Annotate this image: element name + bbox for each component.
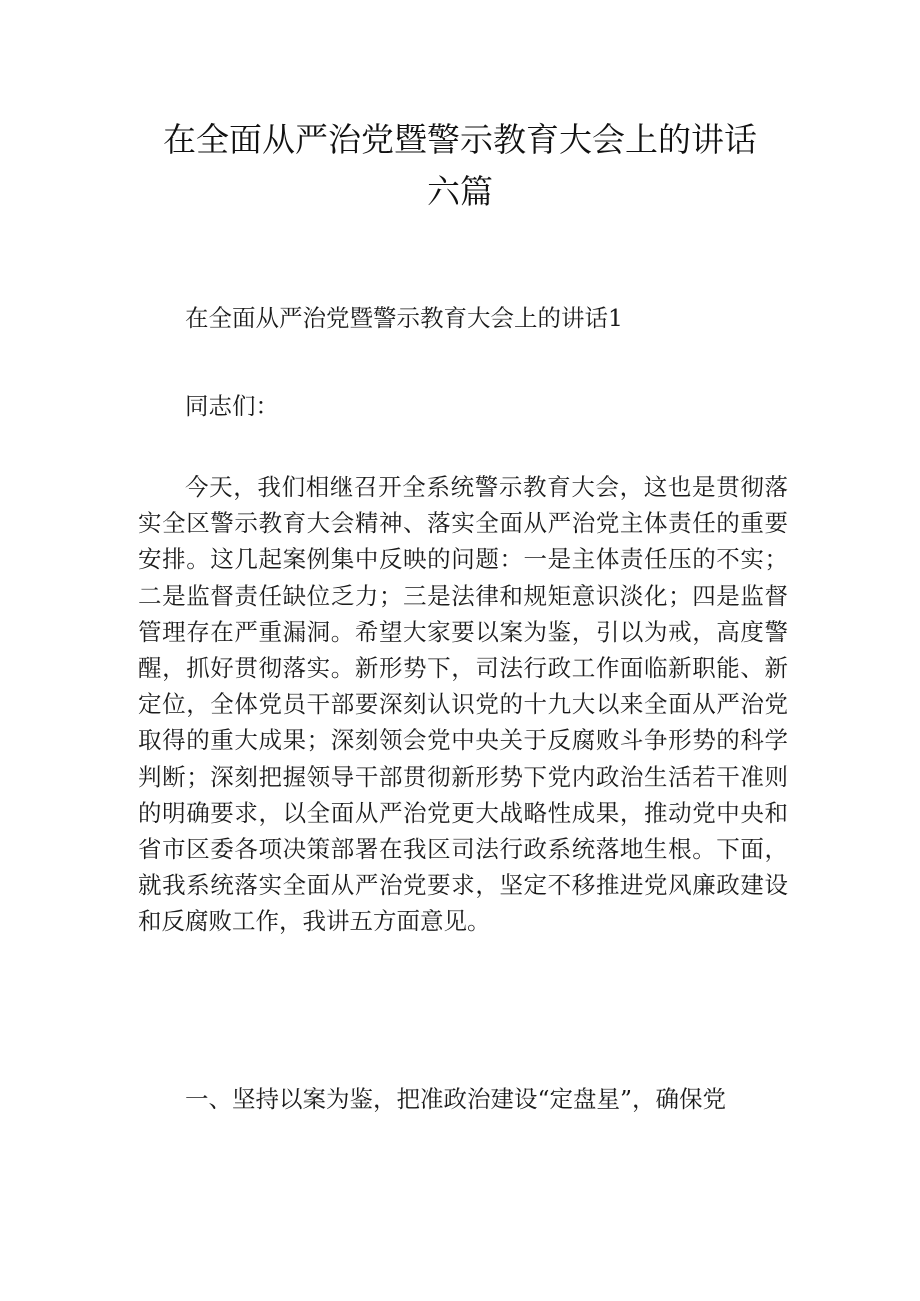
document-title: 在全面从严治党暨警示教育大会上的讲话: [163, 120, 757, 159]
section-subtitle: 在全面从严治党暨警示教育大会上的讲话1: [185, 304, 623, 332]
greeting: 同志们：: [185, 392, 279, 420]
section-heading: 一、坚持以案为鉴，把准政治建设“定盘星”，确保党: [185, 1085, 727, 1113]
body-paragraph: 今天，我们相继召开全系统警示教育大会，这也是贯彻落实全区警示教育大会精神、落实全面从严治党主体责任的重要安排。这几起案例集中反映的问题：一是主体责任压的不实；二是监督责任缺位乏力；三是法律和规矩意识淡化；四是监督管理存在严重漏洞。希望大家要以案为鉴，引以为戒，高度警醒，抓好贯彻落实。新形势下，司法行政工作面临新职能、新定位，全体党员干部要深刻认识党的十九大以来全面从严治党取得的重大成果；深刻领会党中央关于反腐败斗争形势的科学判断；深刻把握领导干部贯彻新形势下党内政治生活若干准则的明确要求，以全面从严治党更大战略性成果，推动党中央和省市区委各项决策部署在我区司法行政系统落地生根。下面，就我系统落实全面从严治党要求，坚定不移推进党风廉政建设和反腐败工作，我讲五方面意见。: [138, 473, 788, 936]
document-title-continuation: 六篇: [427, 172, 493, 211]
